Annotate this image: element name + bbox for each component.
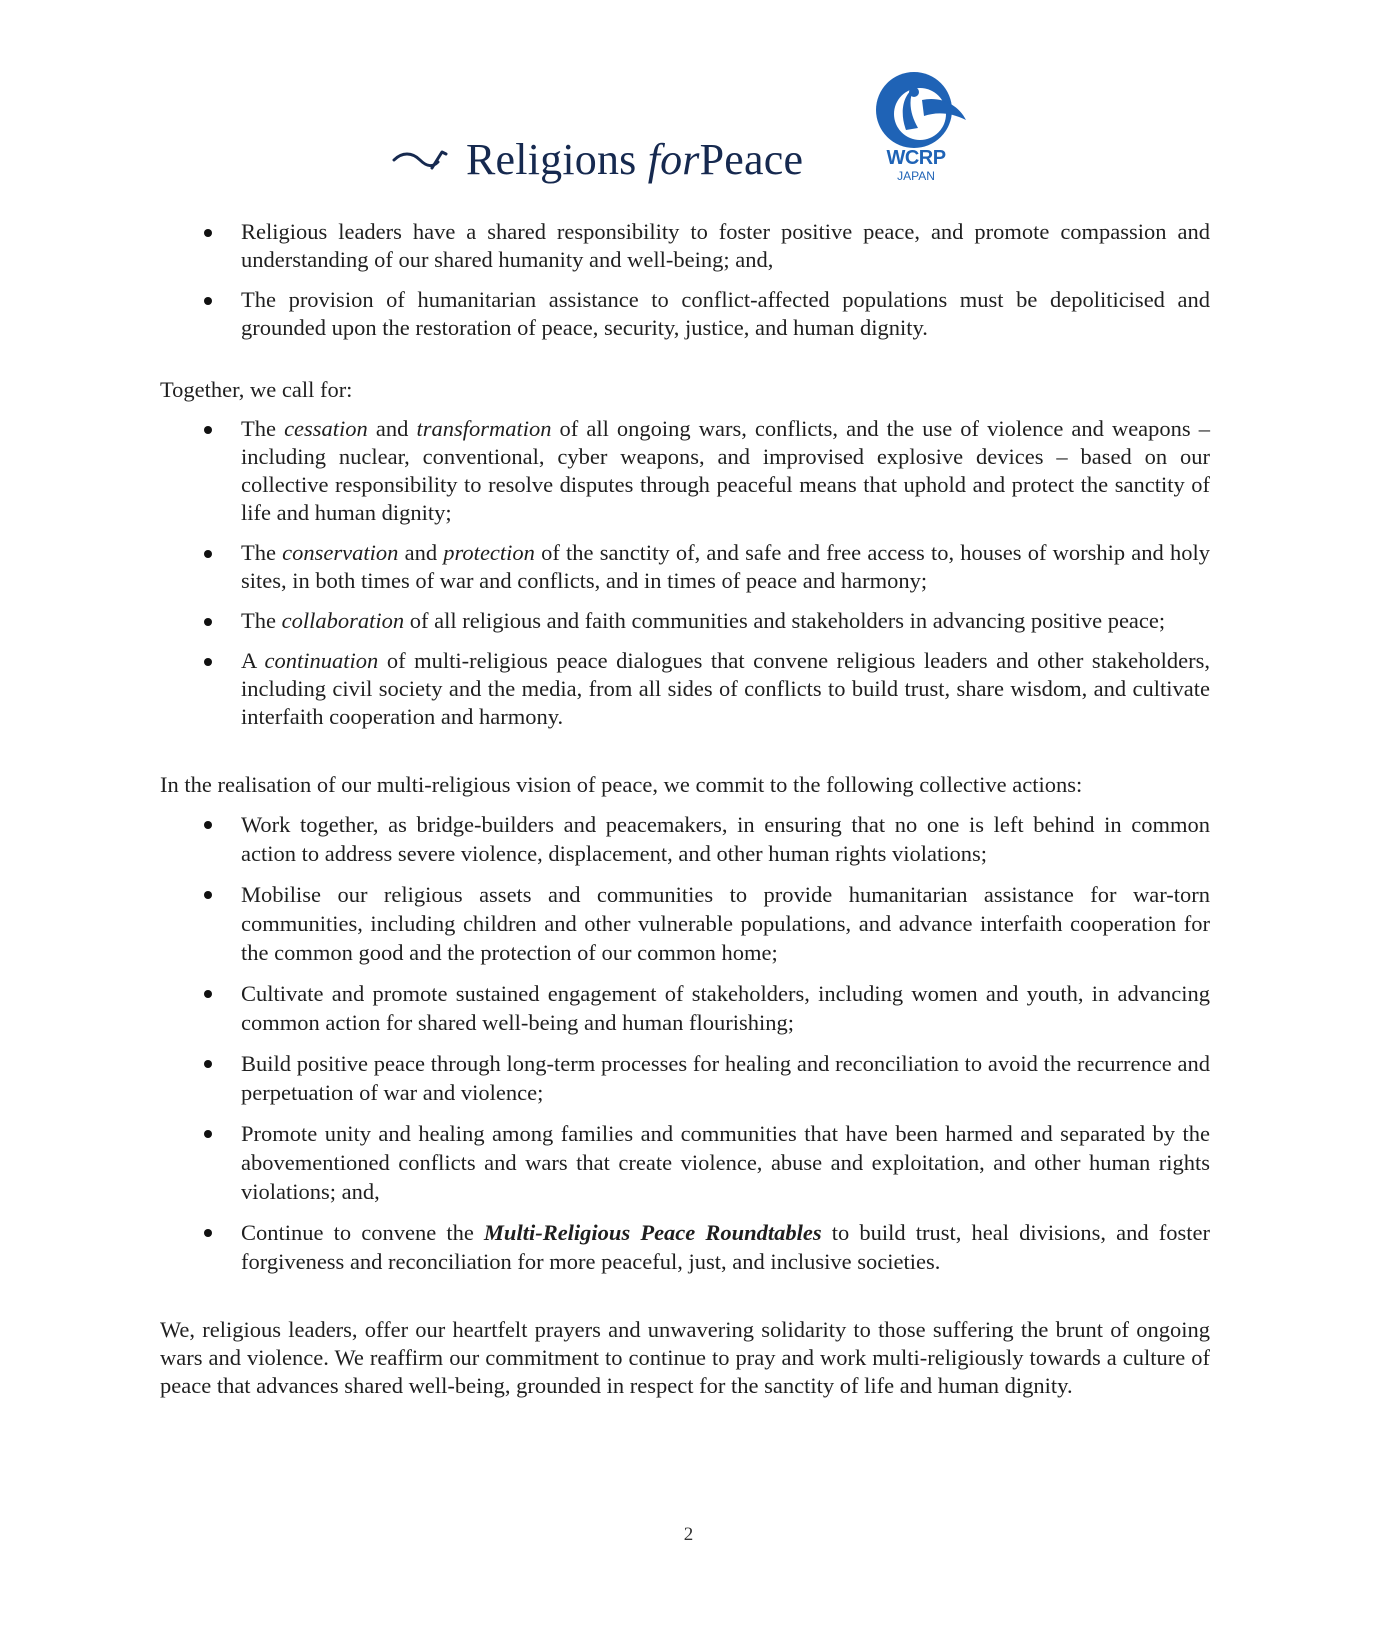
list-item: The conservation and protection of the sanctity of, and safe and free access to, houses of worship and holy sites, in both times of war and conflicts, and in times of peace and harmony; [160, 539, 1210, 595]
wcrp-subtitle: JAPAN [897, 169, 935, 183]
principles-list [160, 218, 1210, 342]
list-item: Work together, as bridge-builders and peacemakers, in ensuring that no one is left behind in common action to address severe violence, displacement, and other human rights violations; [160, 810, 1210, 868]
wcrp-japan-logo [862, 70, 972, 190]
list-item: A continuation of multi-religious peace dialogues that convene religious leaders and other stakeholders, including civil society and the media, from all sides of conflicts to build trust, share wisdom, and cultivate interfaith cooperation and harmony. [160, 647, 1210, 731]
list-item: Build positive peace through long-term processes for healing and reconciliation to avoid the recurrence and perpetuation of war and violence; [160, 1049, 1210, 1107]
call-list [160, 415, 1210, 731]
wcrp-wordmark: WCRP [886, 147, 946, 169]
list-item: The collaboration of all religious and faith communities and stakeholders in advancing positive peace; [160, 607, 1210, 635]
list-item: Mobilise our religious assets and communities to provide humanitarian assistance for war-torn communities, including children and other vulnerable populations, and advance interfaith cooperation for the common good and the protection of our common home; [160, 880, 1210, 967]
list-item: The provision of humanitarian assistance to conflict-affected populations must be depoliticised and grounded upon the restoration of peace, security, justice, and human dignity. [160, 286, 1210, 342]
list-item: Religious leaders have a shared responsibility to foster positive peace, and promote compassion and understanding of our shared humanity and well-being; and, [160, 218, 1210, 274]
list-item: Promote unity and healing among families and communities that have been harmed and separated by the abovementioned conflicts and wars that create violence, abuse and exploitation, and other human rights violations; and, [160, 1119, 1210, 1206]
document-body [160, 218, 1210, 1400]
page-number: 2 [683, 1524, 694, 1545]
list-item: The cessation and transformation of all ongoing wars, conflicts, and the use of violence and weapons – including nuclear, conventional, cyber weapons, and improvised explosive devices – based on our collective responsibility to resolve disputes through peaceful means that uphold and protect the sanctity of life and human dignity; [160, 415, 1210, 527]
list-item: Continue to convene the Multi-Religious Peace Roundtables to build trust, heal divisions, and foster forgiveness and reconciliation for more peaceful, just, and inclusive societies. [160, 1218, 1210, 1276]
page-header [0, 0, 1377, 200]
dove-swoosh-icon [392, 142, 456, 178]
wcrp-dove-icon [862, 70, 972, 150]
logo-wordmark: Religions forPeace [466, 135, 804, 184]
closing-paragraph: We, religious leaders, offer our heartfelt prayers and unwavering solidarity to those suffering the brunt of ongoing wars and violence. We reaffirm our commitment to continue to pray and work multi-religiously towards a culture of peace that advances shared well-being, grounded in respect for the sanctity of life and human dignity. [160, 1317, 1210, 1398]
actions-list [160, 810, 1210, 1276]
list-item: Cultivate and promote sustained engagement of stakeholders, including women and youth, in advancing common action for shared well-being and human flourishing; [160, 979, 1210, 1037]
call-intro: Together, we call for: [160, 377, 353, 402]
roundtables-emphasis: Multi-Religious Peace Roundtables [483, 1220, 822, 1245]
commit-intro: In the realisation of our multi-religious vision of peace, we commit to the following collective actions: [160, 772, 1083, 797]
religions-for-peace-logo [392, 134, 803, 185]
